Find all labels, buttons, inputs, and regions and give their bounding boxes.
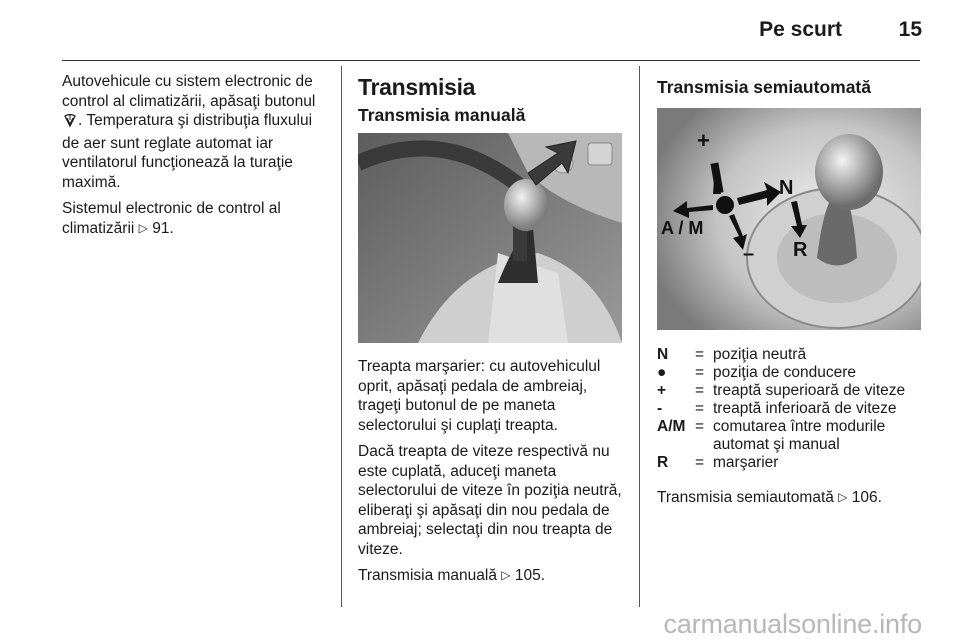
column-climate — [62, 72, 330, 246]
legend-equals: = — [695, 453, 705, 471]
reverse-label: R — [793, 238, 808, 261]
legend-description: poziţia de conducere — [713, 363, 857, 381]
page-header — [0, 14, 960, 50]
legend-description: comutarea între modurile automat şi manual — [713, 417, 886, 453]
column-manual-transmission — [358, 72, 626, 594]
text-segment: . Temperatura şi distribuţia fluxului de aer sunt reglate automat iar ventilatorul funcţionează la turaţie maximă. — [62, 112, 313, 191]
legend-description: poziţia neutră — [713, 345, 807, 363]
text-segment: Transmisia manuală — [358, 567, 497, 584]
page-reference-link[interactable]: 106. — [851, 488, 882, 506]
legend-row — [657, 346, 923, 364]
header-rule — [62, 60, 920, 61]
legend-equals: = — [695, 417, 705, 435]
legend-description: treaptă superioară de viteze — [713, 381, 906, 399]
legend-row — [657, 454, 923, 472]
transmission-heading: Transmisia — [358, 74, 476, 100]
section-title: Pe scurt — [759, 18, 842, 41]
text-segment: Transmisia semiautomată — [657, 488, 834, 506]
reverse-gear-paragraph: Treapta marşarier: cu autovehiculul oprit, apăsaţi pedala de ambreiaj, trageţi butonul de pe maneta selectorului şi cuplaţi treapta. — [358, 358, 601, 434]
legend-row — [657, 418, 923, 454]
watermark-text: carmanualsonline.info — [663, 609, 922, 639]
reference-arrow-icon: ▷ — [838, 489, 848, 504]
neutral-label: N — [779, 176, 794, 199]
manual-transmission-reference — [358, 566, 626, 587]
legend-row — [657, 400, 923, 418]
text-segment: Autovehicule cu sistem electronic de control al climatizării, apăsaţi butonul — [62, 73, 316, 110]
text-segment: Sistemul electronic de control al climatizării — [62, 200, 281, 237]
legend-row — [657, 382, 923, 400]
page-reference-link[interactable]: 91. — [152, 219, 174, 237]
reference-arrow-icon: ▷ — [138, 220, 148, 235]
manual-gear-lever-image — [358, 133, 622, 343]
semiautomatic-shifter-image — [657, 108, 921, 330]
legend-equals: = — [695, 399, 705, 417]
page-reference-link[interactable]: 105. — [514, 567, 546, 584]
reference-arrow-icon: ▷ — [501, 568, 511, 582]
legend-description: marşarier — [713, 453, 779, 471]
semiautomatic-reference — [657, 488, 923, 509]
shift-down-label: – — [743, 242, 755, 265]
legend-symbol: N — [657, 345, 669, 363]
auto-manual-label: A / M — [661, 217, 704, 238]
legend-equals: = — [695, 345, 705, 363]
page-number: 15 — [898, 18, 922, 41]
legend-equals: = — [695, 381, 705, 399]
legend-symbol: A/M — [657, 417, 686, 435]
climate-paragraph — [62, 72, 330, 192]
legend-symbol: + — [657, 381, 667, 399]
legend-symbol: ● — [657, 363, 667, 381]
shift-up-label: + — [697, 127, 710, 153]
column-semiautomatic-transmission — [657, 72, 923, 515]
legend-description: treaptă inferioară de viteze — [713, 399, 897, 417]
climate-reference — [62, 199, 330, 239]
gear-engage-paragraph: Dacă treapta de viteze respectivă nu este cuplată, aduceţi maneta selectorului de viteze în poziţia neutră, eliberaţi şi apăsaţi din nou pedala de ambreiaj; selectaţi din nou treapta de viteze. — [358, 443, 622, 558]
legend-symbol: R — [657, 453, 669, 471]
fan-icon — [62, 112, 78, 134]
manual-transmission-heading: Transmisia manuală — [358, 104, 526, 125]
legend-row — [657, 364, 923, 382]
column-divider — [341, 66, 342, 607]
column-divider — [639, 66, 640, 607]
legend-equals: = — [695, 363, 705, 381]
legend-symbol: - — [657, 399, 663, 417]
shifter-legend — [657, 346, 923, 472]
semiautomatic-heading: Transmisia semiautomată — [657, 77, 871, 97]
